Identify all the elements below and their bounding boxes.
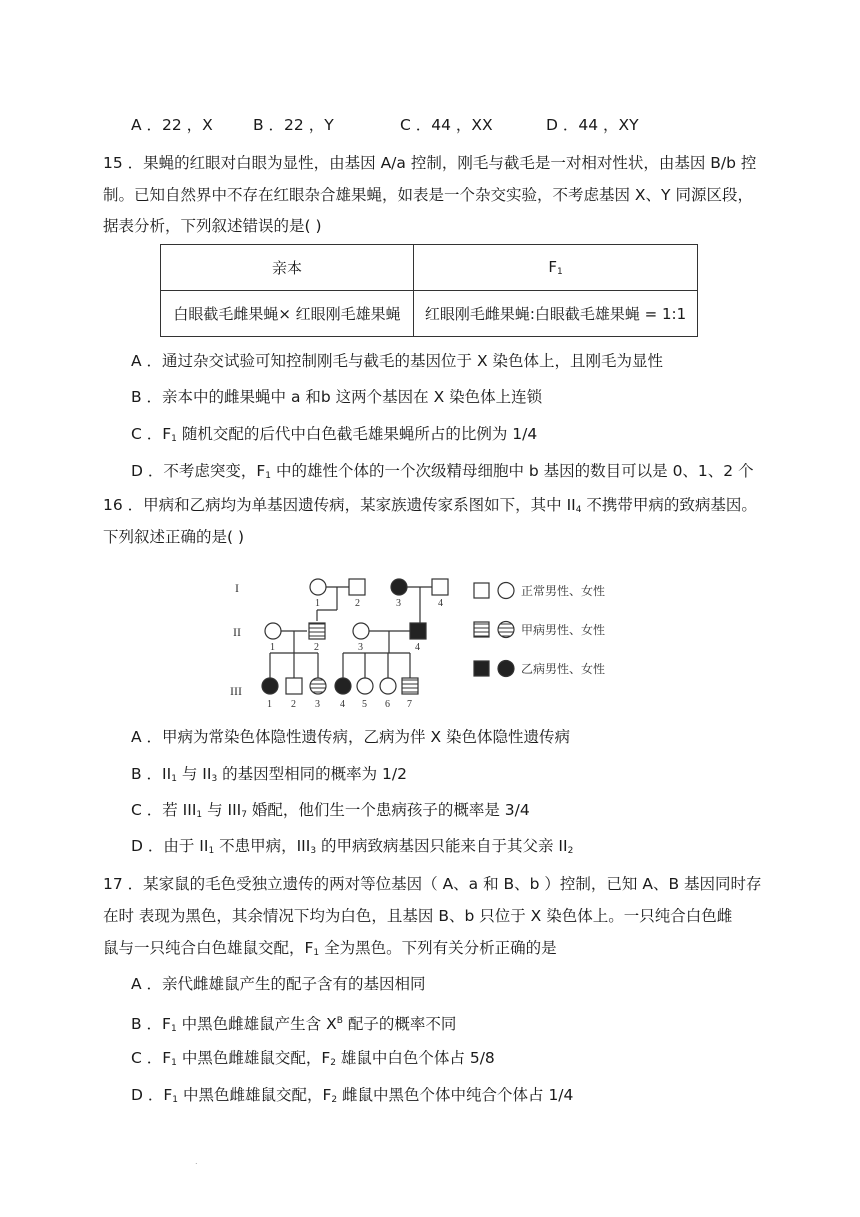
q17-stem-line3-post: 全为黑色。下列有关分析正确的是 <box>319 939 557 957</box>
q15-option-b: B ．亲本中的雌果蝇中 a 和b 这两个基因在 X 染色体上连锁 <box>131 388 543 406</box>
q15-option-c-pre: C ．F <box>131 425 172 443</box>
q17-stem-line3 <box>103 938 557 963</box>
pedigree-III1-female-disease-b <box>262 678 278 694</box>
gen3-num-6: 6 <box>385 699 390 708</box>
table-cell-f1: 红眼刚毛雌果蝇:白眼截毛雄果蝇 = 1:1 <box>414 291 698 337</box>
q15-option-d <box>131 461 754 486</box>
q17-option-c-mid: 中黑色雌雄鼠交配，F <box>176 1049 331 1067</box>
q17-option-c <box>131 1048 495 1073</box>
q16-stem-line1 <box>103 495 757 520</box>
q17-stem-line3-sub: 1 <box>313 948 320 958</box>
q16-option-b-sub1: 1 <box>171 774 177 784</box>
q15-option-a: A ．通过杂交试验可知控制刚毛与截毛的基因位于 X 染色体上，且刚毛为显性 <box>131 352 664 370</box>
gen3-num-2: 2 <box>291 699 296 708</box>
legend-label-normal: 正常男性、女性 <box>521 584 606 598</box>
table-cell-parent: 白眼截毛雌果蝇× 红眼刚毛雄果蝇 <box>161 291 414 337</box>
q17-option-a: A ．亲代雌雄鼠产生的配子含有的基因相同 <box>131 975 426 993</box>
q17-stem-line1: 17 ．某家鼠的毛色受独立遗传的两对等位基因（ A、a 和 B、b ）控制，已知 A、B 基因同时存 <box>103 875 762 893</box>
legend-label-disease-b: 乙病男性、女性 <box>521 662 606 676</box>
table-header-f1 <box>414 245 698 291</box>
pedigree-II4-male-disease-b <box>410 623 426 639</box>
q17-stem-line2: 在时 表现为黑色，其余情况下均为白色，且基因 B、b 只位于 X 染色体上。一只纯合白色雌 <box>103 907 733 925</box>
q14-option-c: C ．44 ，XX <box>400 116 493 134</box>
q17-option-b-pre: B ．F <box>131 1015 171 1033</box>
gen1-num-1: 1 <box>315 598 320 609</box>
q17-option-c-post: 雄鼠中白色个体占 5/8 <box>335 1049 495 1067</box>
gen2-num-1: 1 <box>270 642 275 653</box>
q17-option-b-post: 配子的概率不同 <box>342 1015 457 1033</box>
q17-option-d <box>131 1085 573 1110</box>
q16-option-d <box>131 836 573 861</box>
gen-label-1: I <box>235 581 239 595</box>
q17-option-d-post: 雌鼠中黑色个体中纯合个体占 1/4 <box>337 1086 574 1104</box>
gen3-num-3: 3 <box>315 699 320 708</box>
q16-option-c-pre: C ．若 III <box>131 801 197 819</box>
gen-label-3: III <box>230 684 242 698</box>
gen1-num-4: 4 <box>438 598 443 609</box>
q15-option-d-post: 中的雄性个体的一个次级精母细胞中 b 基因的数目可以是 0、1、2 个 <box>271 462 754 480</box>
q16-stem-pre: 16 ．甲病和乙病均为单基因遗传病，某家族遗传家系图如下，其中 II <box>103 496 576 514</box>
q16-option-d-mid: 不患甲病，III <box>214 837 311 855</box>
table-header-f1-main: F <box>548 258 557 276</box>
pedigree-II1-female-normal <box>265 623 281 639</box>
gen1-num-3: 3 <box>396 598 401 609</box>
legend-normal-male <box>474 583 489 598</box>
pedigree-III6-female-normal <box>380 678 396 694</box>
q15-option-c <box>131 424 537 449</box>
gen3-num-7: 7 <box>407 699 412 708</box>
q16-option-d-pre: D ．由于 II <box>131 837 209 855</box>
legend-label-disease-a: 甲病男性、女性 <box>521 623 606 637</box>
pedigree-III7-male-disease-a <box>402 678 418 694</box>
gen1-num-2: 2 <box>355 598 360 609</box>
gen-label-2: II <box>233 625 241 639</box>
table-header-f1-sub: 1 <box>556 267 563 277</box>
q16-option-c-sub1: 1 <box>196 810 203 820</box>
pedigree-I1-female-normal <box>310 579 326 595</box>
q17-option-c-sub2: 2 <box>330 1058 336 1068</box>
legend-disease-b-female <box>498 661 514 677</box>
q16-option-d-sub1: 1 <box>208 846 215 856</box>
q15-option-d-sub: 1 <box>265 471 272 481</box>
q16-stem-post: 不携带甲病的致病基因。 <box>581 496 757 514</box>
pedigree-chart <box>225 570 645 708</box>
q15-stem-line3: 据表分析，下列叙述错误的是( ) <box>103 217 322 235</box>
pedigree-II2-male-disease-a <box>309 623 325 639</box>
q17-option-b <box>131 1011 456 1039</box>
q16-option-d-mid2: 的甲病致病基因只能来自于其父亲 II <box>316 837 568 855</box>
gen2-num-4: 4 <box>415 642 420 653</box>
q15-option-c-post: 随机交配的后代中白色截毛雄果蝇所占的比例为 1/4 <box>176 425 538 443</box>
pedigree-I4-male-normal <box>432 579 448 595</box>
q17-option-d-sub: 1 <box>172 1095 179 1105</box>
table-header-parent: 亲本 <box>161 245 414 291</box>
q17-option-b-mid: 中黑色雌雄鼠产生含 X <box>176 1015 337 1033</box>
q17-option-b-sub: 1 <box>170 1024 177 1034</box>
cross-table <box>160 244 698 337</box>
q16-stem-sub: 4 <box>575 505 582 515</box>
q14-option-a: A ．22 ，X <box>131 116 213 134</box>
q16-option-d-sub3: 2 <box>567 846 574 856</box>
q16-option-b <box>131 764 407 789</box>
q16-option-c-sub2: 7 <box>241 810 247 820</box>
legend-disease-a-male <box>474 622 489 637</box>
pedigree-III4-female-disease-b <box>335 678 351 694</box>
q15-stem-line1: 15 ．果蝇的红眼对白眼为显性，由基因 A/a 控制，刚毛与截毛是一对相对性状，由基因 B/b 控 <box>103 154 757 172</box>
q16-option-b-mid: 与 II <box>176 765 212 783</box>
pedigree-I2-male-normal <box>349 579 365 595</box>
q15-option-d-pre: D ．不考虑突变，F <box>131 462 266 480</box>
q17-option-c-sub: 1 <box>171 1058 177 1068</box>
pedigree-III2-male-normal <box>286 678 302 694</box>
q16-option-a: A ．甲病为常染色体隐性遗传病，乙病为伴 X 染色体隐性遗传病 <box>131 728 571 746</box>
footer-mark: . <box>195 1157 198 1166</box>
q16-option-c-post: 婚配，他们生一个患病孩子的概率是 3/4 <box>246 801 530 819</box>
pedigree-III5-female-normal <box>357 678 373 694</box>
q16-option-c-mid: 与 III <box>202 801 242 819</box>
q17-option-c-pre: C ．F <box>131 1049 172 1067</box>
pedigree-III3-female-disease-a <box>310 678 326 694</box>
q17-stem-line3-pre: 鼠与一只纯合白色雄鼠交配，F <box>103 939 314 957</box>
gen3-num-4: 4 <box>340 699 345 708</box>
q15-option-c-sub: 1 <box>171 434 177 444</box>
pedigree-II3-female-normal <box>353 623 369 639</box>
gen2-num-2: 2 <box>314 642 319 653</box>
q15-stem-line2: 制。已知自然界中不存在红眼杂合雄果蝇，如表是一个杂交实验，不考虑基因 X、Y 同源区段， <box>103 186 753 204</box>
q17-option-b-sup: B <box>336 1016 343 1026</box>
q16-option-c <box>131 800 530 825</box>
q16-option-b-post: 的基因型相同的概率为 1/2 <box>217 765 407 783</box>
legend-disease-b-male <box>474 661 489 676</box>
gen3-num-5: 5 <box>362 699 367 708</box>
q14-option-b: B ．22 ，Y <box>253 116 334 134</box>
pedigree-I3-female-disease-b <box>391 579 407 595</box>
legend-normal-female <box>498 583 514 599</box>
q17-option-d-pre: D ．F <box>131 1086 173 1104</box>
q16-option-d-sub2: 3 <box>310 846 317 856</box>
q17-option-d-mid: 中黑色雌雄鼠交配，F <box>178 1086 332 1104</box>
gen2-num-3: 3 <box>358 642 363 653</box>
q16-stem-line2: 下列叙述正确的是( ) <box>103 528 245 546</box>
q14-option-d: D ．44 ，XY <box>546 116 639 134</box>
q16-option-b-sub2: 3 <box>211 774 218 784</box>
q17-option-d-sub2: 2 <box>331 1095 338 1105</box>
q16-option-b-pre: B ．II <box>131 765 172 783</box>
gen3-num-1: 1 <box>267 699 272 708</box>
legend-disease-a-female <box>498 622 514 638</box>
